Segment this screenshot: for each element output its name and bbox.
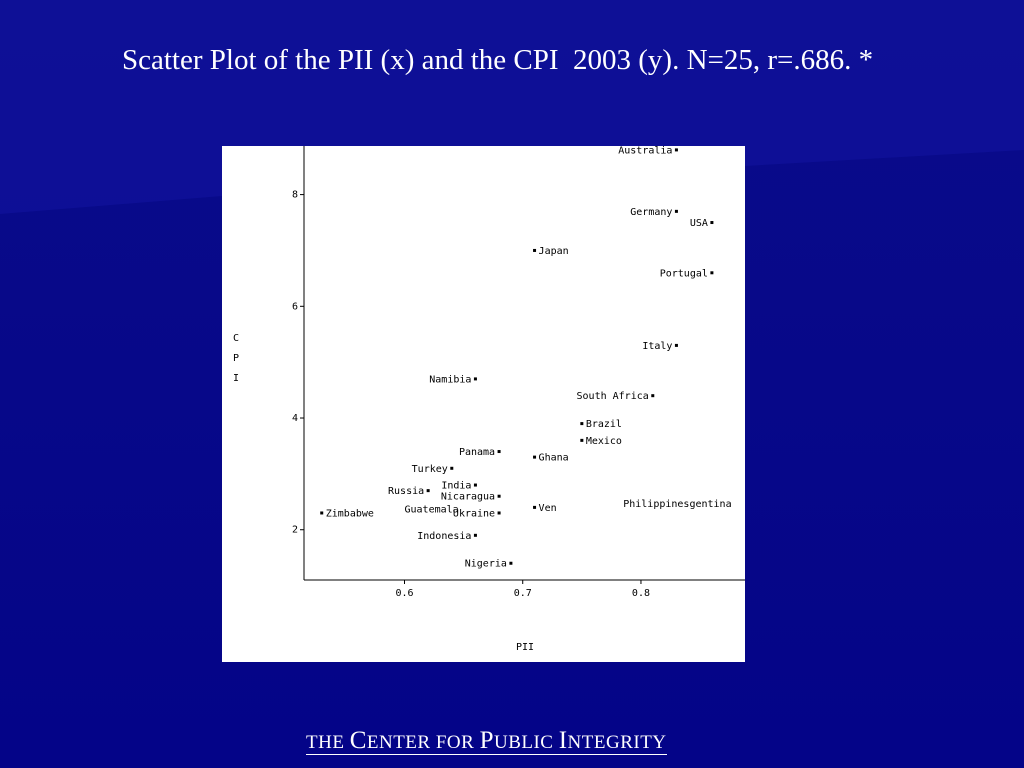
x-axis-label: PII — [515, 642, 535, 653]
point-label: Nicaragua — [440, 491, 496, 503]
data-point — [509, 562, 512, 565]
point-label: India — [441, 480, 472, 492]
y-tick-label: 2 — [291, 524, 298, 536]
point-label: Ghana — [538, 452, 569, 464]
data-point — [450, 467, 453, 470]
footer-text: THE CENTER FOR PUBLIC INTEGRITY — [306, 727, 667, 754]
point-label: Ukraine — [452, 508, 496, 520]
y-tick-label: 4 — [291, 413, 298, 425]
point-label: Nigeria — [464, 558, 507, 570]
point-label: Ven — [538, 502, 557, 514]
data-point — [320, 511, 323, 514]
data-point — [474, 484, 477, 487]
data-point — [580, 439, 583, 442]
annotation-label: Guatemala — [404, 504, 459, 516]
data-point — [533, 506, 536, 509]
point-label: Germany — [630, 206, 673, 218]
data-point — [498, 495, 501, 498]
y-axis-label: C P I — [232, 333, 240, 384]
point-label: USA — [689, 218, 708, 230]
annotation-label: Philippinesgentina — [623, 498, 732, 510]
point-label: Zimbabwe — [325, 508, 374, 520]
data-point — [427, 489, 430, 492]
data-point — [533, 456, 536, 459]
point-label: Italy — [642, 340, 673, 352]
point-label: Indonesia — [417, 530, 472, 542]
point-label: Russia — [388, 486, 425, 498]
slide-title: Scatter Plot of the PII (x) and the CPI 2003 (y). N=25, r=.686. * — [122, 44, 874, 76]
x-tick-label: 0.8 — [631, 588, 650, 599]
data-point — [474, 377, 477, 380]
y-tick-label: 8 — [291, 189, 298, 201]
point-label: Turkey — [411, 463, 448, 475]
point-label: Mexico — [585, 435, 622, 447]
point-label: Australia — [618, 146, 673, 157]
data-point — [580, 422, 583, 425]
data-point — [498, 450, 501, 453]
chart-svg — [222, 146, 745, 662]
data-point — [474, 534, 477, 537]
point-label: South Africa — [576, 391, 649, 403]
x-tick-label: 0.6 — [395, 588, 414, 599]
data-point — [651, 394, 654, 397]
point-label: Panama — [458, 447, 496, 459]
data-point — [675, 148, 678, 151]
footer-logo — [306, 727, 667, 755]
x-tick-label: 0.7 — [513, 588, 532, 599]
labels-layer — [326, 146, 732, 570]
data-point — [710, 271, 713, 274]
point-label: Namibia — [429, 374, 472, 386]
point-label: Portugal — [659, 268, 708, 280]
data-point — [675, 344, 678, 347]
point-label: Brazil — [585, 419, 622, 431]
data-point — [675, 210, 678, 213]
scatter-chart — [222, 146, 745, 662]
y-tick-label: 6 — [291, 301, 298, 313]
axes-layer — [233, 146, 745, 653]
data-point — [533, 249, 536, 252]
data-point — [710, 221, 713, 224]
data-point — [498, 511, 501, 514]
point-label: Japan — [538, 245, 569, 257]
